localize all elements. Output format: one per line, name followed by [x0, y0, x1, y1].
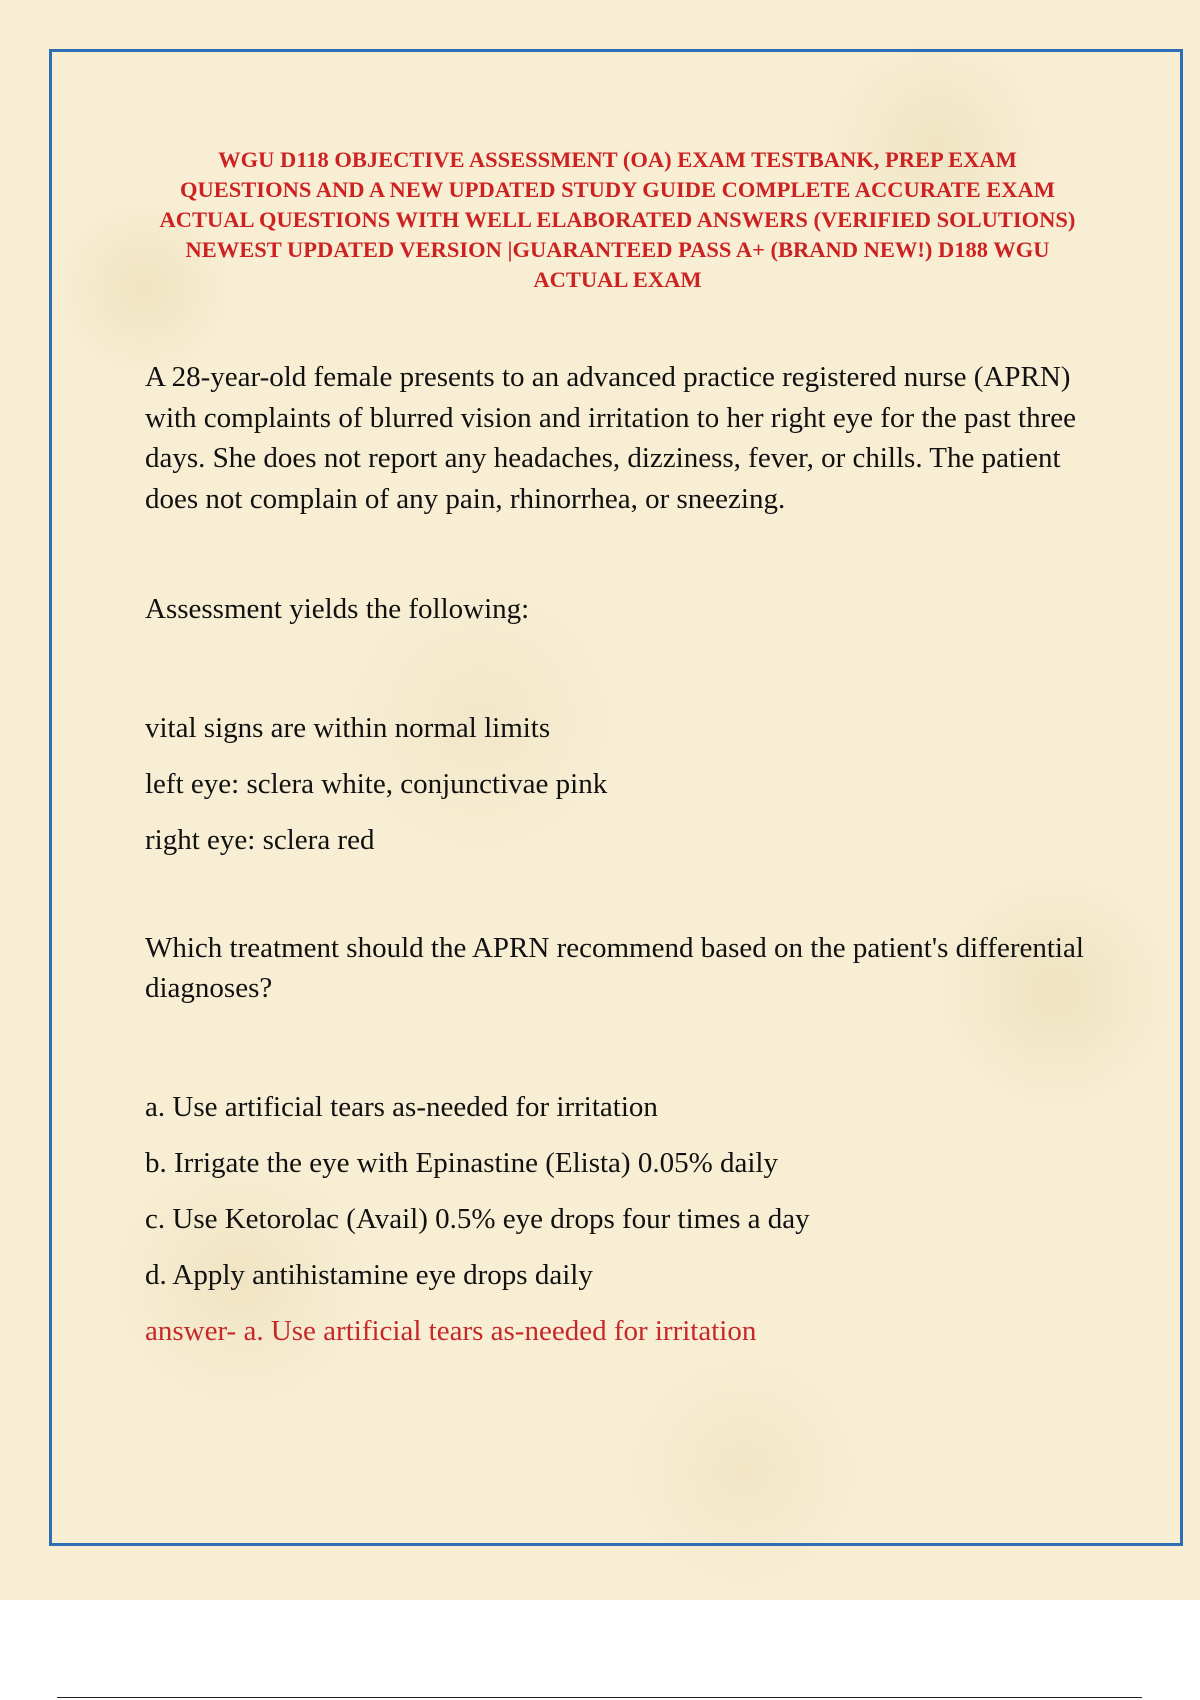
finding-item: vital signs are within normal limits: [145, 711, 551, 744]
finding-item: right eye: sclera red: [145, 823, 375, 856]
question-text: Which treatment should the APRN recommend based on the patient's differential diagnoses?: [145, 931, 1084, 1004]
answer-option-c: c. Use Ketorolac (Avail) 0.5% eye drops four times a day: [145, 1202, 810, 1235]
case-description: A 28-year-old female presents to an advanced practice registered nurse (APRN) with complaints of blurred vision and irritation to her right eye for the past three days. She does not report any headaches, dizziness, fever, or chills. The patient does not complain of any pain, rhinorrhea, or sneezing.: [145, 361, 1076, 515]
footer-divider: [57, 1697, 1142, 1698]
document-title: WGU D118 OBJECTIVE ASSESSMENT (OA) EXAM TESTBANK, PREP EXAM QUESTIONS AND A NEW UPDATED STUDY GUIDE COMPLETE ACCURATE EXAM ACTUAL QUESTIONS WITH WELL ELABORATED ANSWERS (VERIFIED SOLUTIONS) NEWEST UPDATED VERSION |GUARANTEED PASS A+ (BRAND NEW!) D188 WGU ACTUAL EXAM: [159, 147, 1076, 292]
correct-answer: answer- a. Use artificial tears as-needed for irritation: [145, 1314, 757, 1347]
answer-option-b: b. Irrigate the eye with Epinastine (Elista) 0.05% daily: [145, 1146, 778, 1179]
question-content: [145, 357, 1095, 1359]
answer-option-d: d. Apply antihistamine eye drops daily: [145, 1258, 593, 1291]
finding-item: left eye: sclera white, conjunctivae pink: [145, 767, 608, 800]
answer-option-a: a. Use artificial tears as-needed for irritation: [145, 1090, 658, 1123]
assessment-intro: Assessment yields the following:: [145, 593, 530, 625]
